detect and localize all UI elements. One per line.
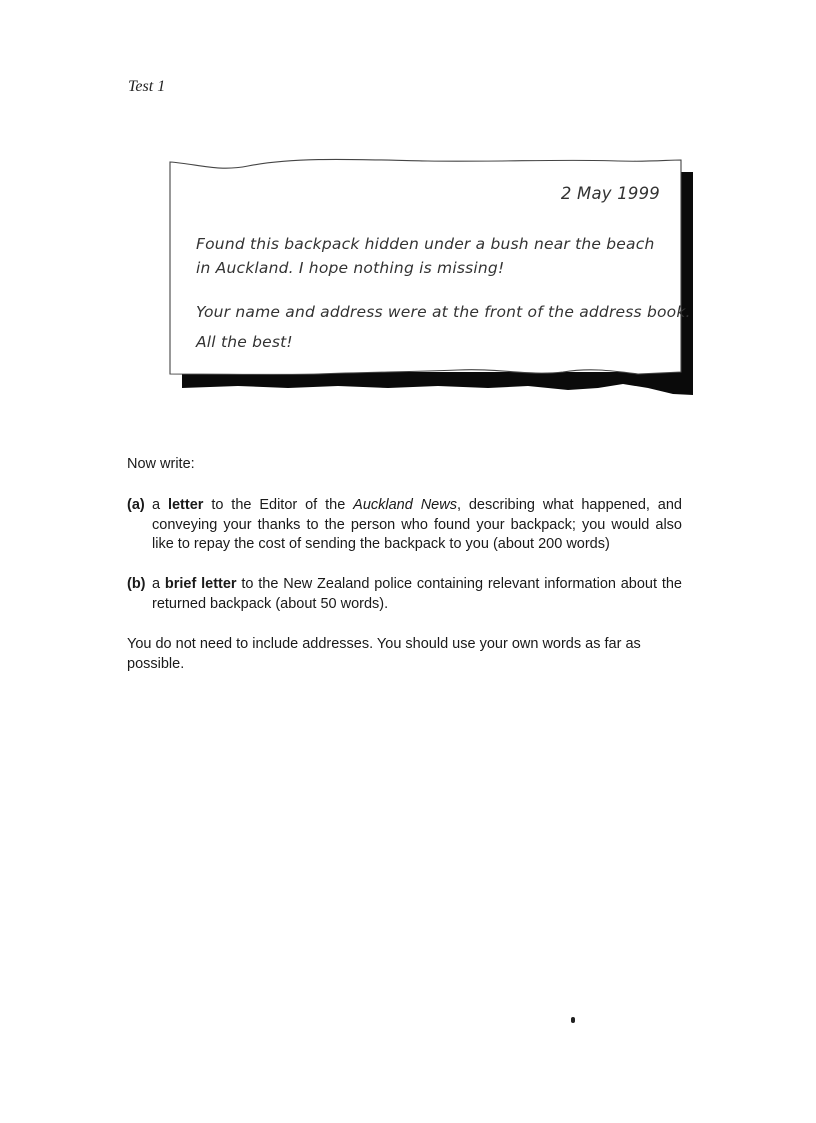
handwritten-note: [168, 150, 698, 400]
scan-speck: [571, 1017, 575, 1023]
task-b-text: a brief letter to the New Zealand police containing relevant information about the returned backpack (about 50 words).: [152, 576, 682, 612]
note-signoff: All the best!: [196, 333, 293, 351]
task-a-bold: letter: [167, 497, 204, 513]
task-b: [127, 575, 682, 614]
task-b-label: (b): [127, 576, 146, 592]
note-body-text: Found this backpack hidden under a bush near the beach in Auckland. I hope nothing is missing!: [196, 235, 655, 277]
note-address-line: Your name and address were at the front of the address book.: [196, 303, 691, 321]
footer-instructions: You do not need to include addresses. You should use your own words as far as possible.: [127, 636, 641, 672]
page-header: Test 1: [128, 78, 166, 95]
task-a-italic: Auckland News: [353, 497, 457, 513]
task-b-bold: brief letter: [164, 576, 237, 592]
task-a-label: (a): [127, 497, 145, 513]
note-date: 2 May 1999: [560, 184, 660, 203]
task-a-text: a letter to the Editor of the Auckland News, describing what happened, and conveying your thanks to the person who found your backpack; you would also like to repay the cost of sending the backpack to you (about 200 words): [152, 497, 682, 552]
task-a: [127, 496, 682, 555]
instruction-prompt: Now write:: [127, 456, 195, 472]
